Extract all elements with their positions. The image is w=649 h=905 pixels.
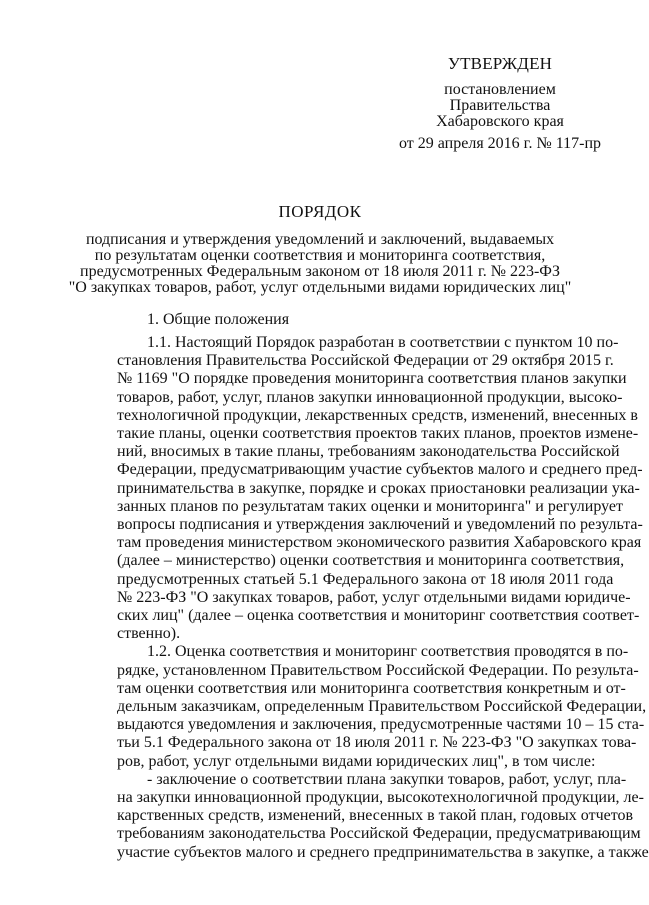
- document-subtitle-line-3: предусмотренных Федеральным законом от 18 июля 2011 г. № 223-ФЗ: [80, 263, 560, 280]
- approval-line-3: Хабаровского края: [436, 113, 564, 130]
- body-line: 1.2. Оценка соответствия и мониторинг соответствия проводятся в по-: [147, 643, 629, 661]
- body-line: товаров, работ, услуг, планов закупки инновационной продукции, высоко-: [117, 388, 623, 406]
- body-line: карственных средств, изменений, внесенных в такой план, годовых отчетов: [117, 807, 634, 825]
- body-line: становления Правительства Российской Федерации от 29 октября 2015 г.: [117, 352, 614, 370]
- body-line: № 1169 "О порядке проведения мониторинга соответствия планов закупки: [117, 370, 627, 388]
- body-line: вопросы подписания и утверждения заключений и уведомлений по результа-: [117, 516, 643, 534]
- body-line: рядке, установленном Правительством Российской Федерации. По результа-: [117, 661, 639, 679]
- body-line: 1.1. Настоящий Порядок разработан в соответствии с пунктом 10 по-: [147, 334, 619, 351]
- body-line: участие субъектов малого и среднего предпринимательства в закупке, а также: [117, 843, 649, 861]
- body-line: занных планов по результатам таких оценки и мониторинга" и регулирует: [117, 497, 624, 515]
- body-line: Федерации, предусматривающим участие субъектов малого и среднего пред-: [117, 461, 643, 479]
- approval-date: от 29 апреля 2016 г. № 117-пр: [399, 135, 601, 152]
- body-line: на закупки инновационной продукции, высокотехнологичной продукции, ле-: [117, 789, 644, 807]
- body-line: ний, вносимых в такие планы, требованиям законодательства Российской: [117, 443, 620, 461]
- body-line: там оценки соответствия или мониторинга соответствия конкретным и от-: [117, 679, 626, 697]
- body-line: тьи 5.1 Федерального закона от 18 июля 2011 г. № 223-ФЗ "О закупках това-: [117, 734, 637, 752]
- body-line: предусмотренных статьей 5.1 Федерального закона от 18 июля 2011 года: [117, 570, 614, 588]
- body-line: дельным заказчикам, определенным Правительством Российской Федерации,: [117, 698, 647, 716]
- section-heading: 1. Общие положения: [147, 311, 290, 328]
- body-line: ских лиц" (далее – оценка соответствия и мониторинг соответствия соответ-: [117, 607, 640, 625]
- document-subtitle-line-1: подписания и утверждения уведомлений и заключений, выдаваемых: [85, 231, 555, 248]
- approval-line-1: постановлением: [444, 81, 556, 98]
- body-line: ров, работ, услуг отдельными видами юридических лиц", в том числе:: [117, 752, 596, 770]
- document-subtitle-line-4: "О закупках товаров, работ, услуг отдельными видами юридических лиц": [68, 279, 572, 296]
- document-body: [117, 334, 649, 862]
- body-line: № 223-ФЗ "О закупках товаров, работ, услуг отдельными видами юридиче-: [117, 588, 631, 606]
- body-line: такие планы, оценки соответствия проектов таких планов, проектов измене-: [117, 425, 639, 443]
- body-line: технологичной продукции, лекарственных средств, изменений, внесенных в: [117, 406, 638, 424]
- body-line: требованиям законодательства Российской Федерации, предусматривающим: [117, 825, 641, 843]
- document-title: ПОРЯДОК: [278, 202, 362, 221]
- approved-label: УТВЕРЖДЕН: [447, 54, 553, 73]
- approval-line-2: Правительства: [449, 97, 551, 114]
- body-line: (далее – министерство) оценки соответствия и мониторинга соответствия,: [117, 552, 625, 570]
- document-title-block: [0, 204, 640, 296]
- approval-stamp-block: [380, 56, 620, 152]
- body-line: там проведения министерством экономического развития Хабаровского края: [117, 534, 642, 552]
- body-line: выдаются уведомления и заключения, предусмотренные частями 10 – 15 ста-: [117, 716, 645, 734]
- body-line: принимательства в закупке, порядке и сроках приостановки реализации ука-: [117, 479, 640, 497]
- document-subtitle-line-2: по результатам оценки соответствия и мониторинга соответствия,: [94, 247, 546, 264]
- body-line: ственно).: [117, 625, 181, 643]
- body-line: - заключение о соответствии плана закупки товаров, работ, услуг, пла-: [147, 770, 627, 788]
